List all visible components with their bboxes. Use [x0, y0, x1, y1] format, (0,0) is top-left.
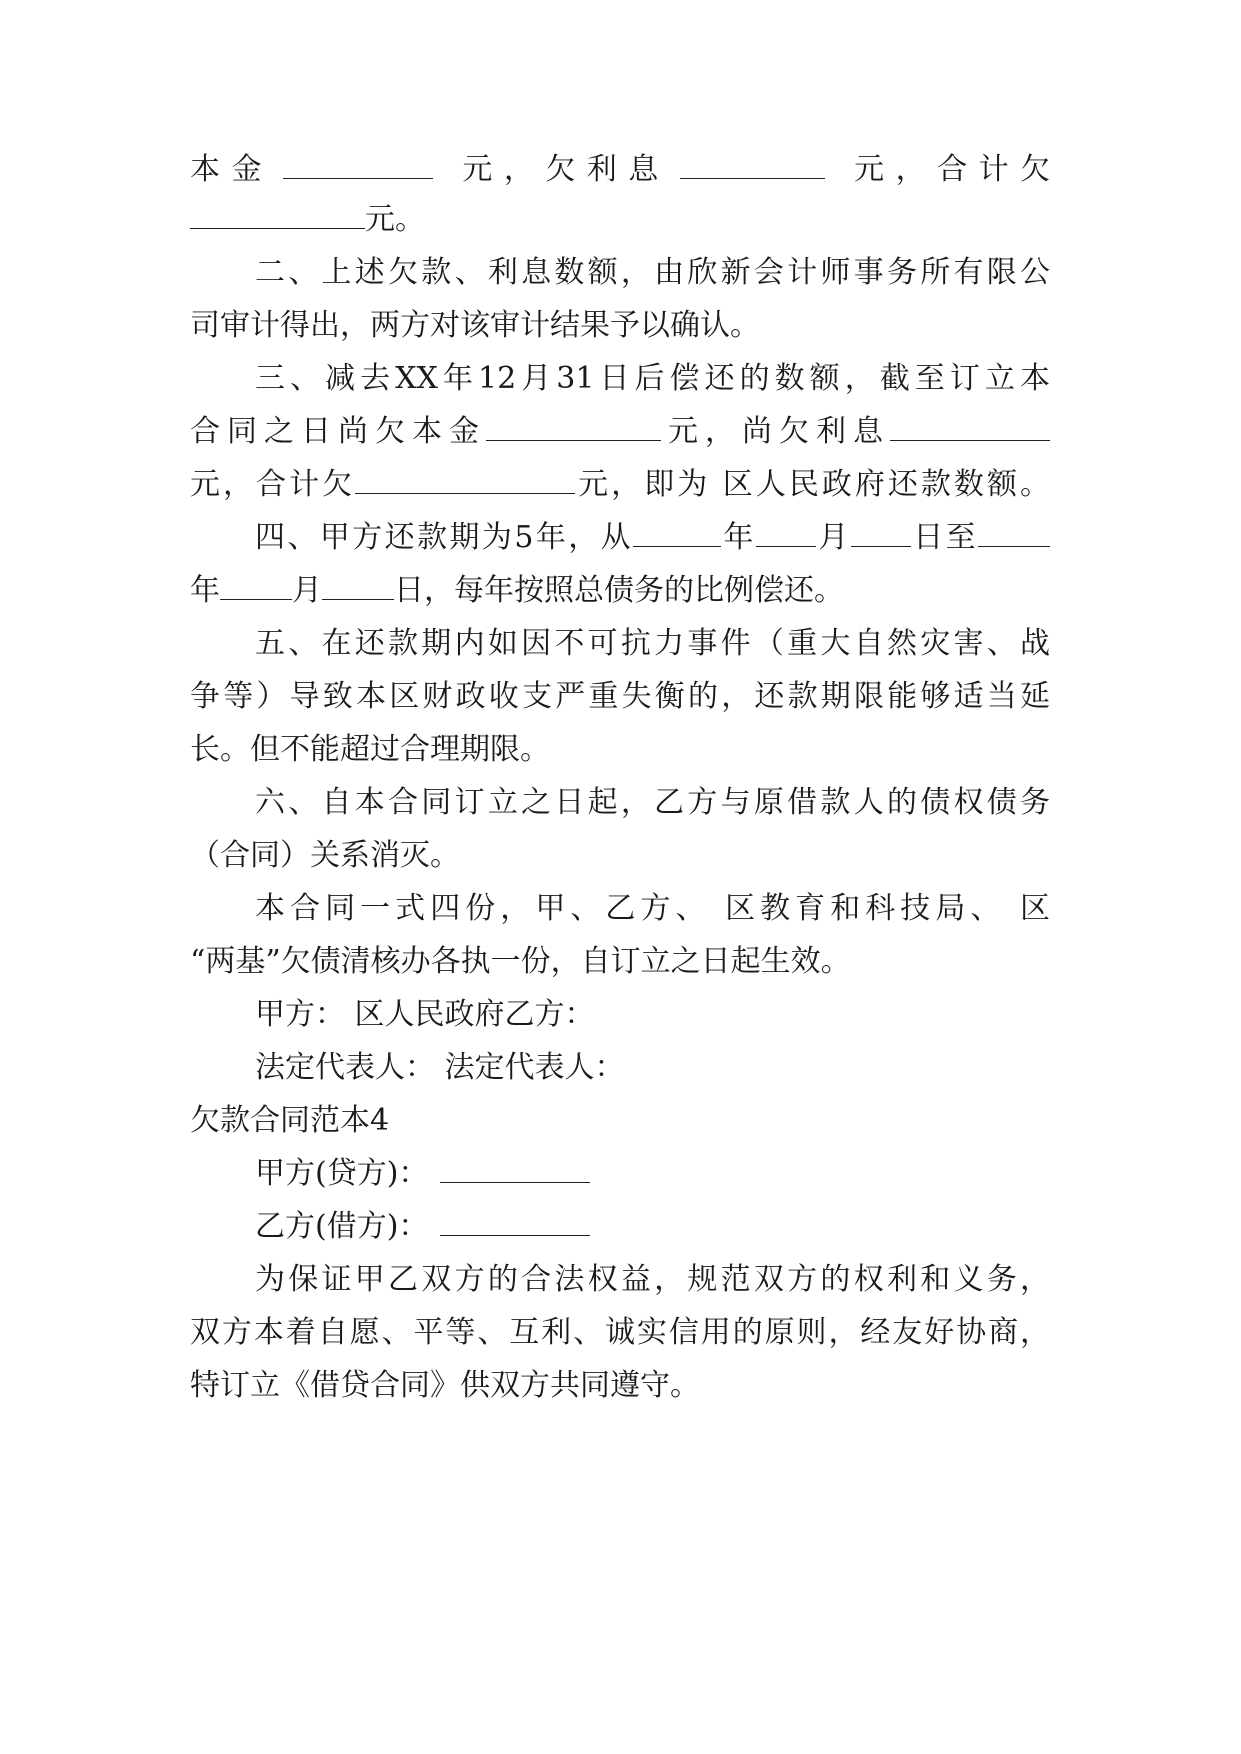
text-line — [190, 306, 1050, 346]
text-line — [190, 1366, 1050, 1406]
fill-in-blank — [633, 520, 721, 547]
text-segment: 年 — [721, 520, 756, 555]
fill-in-blank — [190, 202, 365, 229]
text-line — [190, 200, 1050, 240]
paragraph-text: 三、减去XX年12月31日后偿还的数额，截至订立本 — [255, 361, 1050, 396]
fill-in-blank — [440, 1209, 590, 1236]
section-heading — [190, 1101, 1050, 1141]
paragraph-text: 长。但不能超过合理期限。 — [190, 732, 550, 767]
fill-in-blank — [355, 467, 575, 494]
text-segment: 元。 — [365, 202, 425, 237]
text-segment: 甲方(贷方)： — [255, 1156, 429, 1191]
text-segment: 四、甲方还款期为5年，从 — [255, 520, 634, 555]
text-line — [255, 253, 1050, 293]
text-segment: 元，合计欠 — [842, 152, 1050, 187]
fill-in-blank — [680, 152, 825, 179]
text-segment: 元，即为 区人民政府还款数额。 — [575, 467, 1050, 502]
fill-in-blank — [283, 152, 433, 179]
text-line — [190, 571, 1050, 611]
paragraph-text: 二、上述欠款、利息数额，由欣新会计师事务所有限公 — [255, 255, 1050, 290]
text-segment: 合同之日尚欠本金 — [190, 414, 486, 449]
signature-party-text: 甲方： 区人民政府乙方： — [255, 997, 595, 1032]
text-segment: 日，每年按照总债务的比例偿还。 — [394, 573, 844, 608]
text-line — [255, 783, 1050, 823]
text-line — [190, 412, 1050, 452]
text-line — [255, 1207, 1050, 1247]
text-line — [190, 730, 1050, 770]
fill-in-blank — [851, 520, 911, 547]
text-segment: 年 — [190, 573, 220, 608]
legal-representative-text: 法定代表人： 法定代表人： — [255, 1050, 625, 1085]
text-segment: 乙方(借方)： — [255, 1209, 429, 1244]
text-line — [255, 995, 1050, 1035]
paragraph-text: 六、自本合同订立之日起，乙方与原借款人的债权债务 — [255, 785, 1050, 820]
text-line — [190, 836, 1050, 876]
text-segment: 本金 — [190, 152, 273, 187]
text-segment: 元，欠利息 — [450, 152, 670, 187]
paragraph-text: 本合同一式四份，甲、乙方、 区教育和科技局、 区 — [255, 891, 1050, 926]
paragraph-text: “两基”欠债清核办各执一份，自订立之日起生效。 — [190, 944, 851, 979]
text-line — [255, 1048, 1050, 1088]
section-title: 欠款合同范本4 — [190, 1103, 390, 1138]
text-line — [255, 359, 1050, 399]
text-line — [255, 889, 1050, 929]
fill-in-blank — [486, 414, 661, 441]
paragraph-text: 双方本着自愿、平等、互利、诚实信用的原则，经友好协商， — [190, 1315, 1050, 1350]
fill-in-blank — [440, 1156, 590, 1183]
text-line — [190, 1313, 1050, 1353]
text-segment: 月 — [292, 573, 322, 608]
paragraph-text: 五、在还款期内如因不可抗力事件（重大自然灾害、战 — [255, 626, 1050, 661]
text-line — [190, 465, 1050, 505]
text-segment: 日至 — [910, 520, 979, 555]
paragraph-text: （合同）关系消灭。 — [190, 838, 460, 873]
paragraph-text: 争等）导致本区财政收支严重失衡的，还款期限能够适当延 — [190, 679, 1050, 714]
paragraph-text: 特订立《借贷合同》供双方共同遵守。 — [190, 1368, 700, 1403]
text-line — [190, 150, 1050, 190]
text-line — [255, 1154, 1050, 1194]
fill-in-blank — [220, 573, 292, 600]
fill-in-blank — [322, 573, 394, 600]
fill-in-blank — [978, 520, 1050, 547]
fill-in-blank — [756, 520, 816, 547]
text-line — [190, 942, 1050, 982]
text-line — [255, 1260, 1050, 1300]
text-segment: 月 — [815, 520, 851, 555]
paragraph-text: 为保证甲乙双方的合法权益，规范双方的权利和义务， — [255, 1262, 1050, 1297]
text-line — [255, 518, 1050, 558]
text-line — [190, 677, 1050, 717]
text-segment: 元，尚欠利息 — [661, 414, 890, 449]
fill-in-blank — [890, 414, 1050, 441]
text-segment: 元，合计欠 — [190, 467, 356, 502]
paragraph-text: 司审计得出，两方对该审计结果予以确认。 — [190, 308, 760, 343]
text-line — [255, 624, 1050, 664]
